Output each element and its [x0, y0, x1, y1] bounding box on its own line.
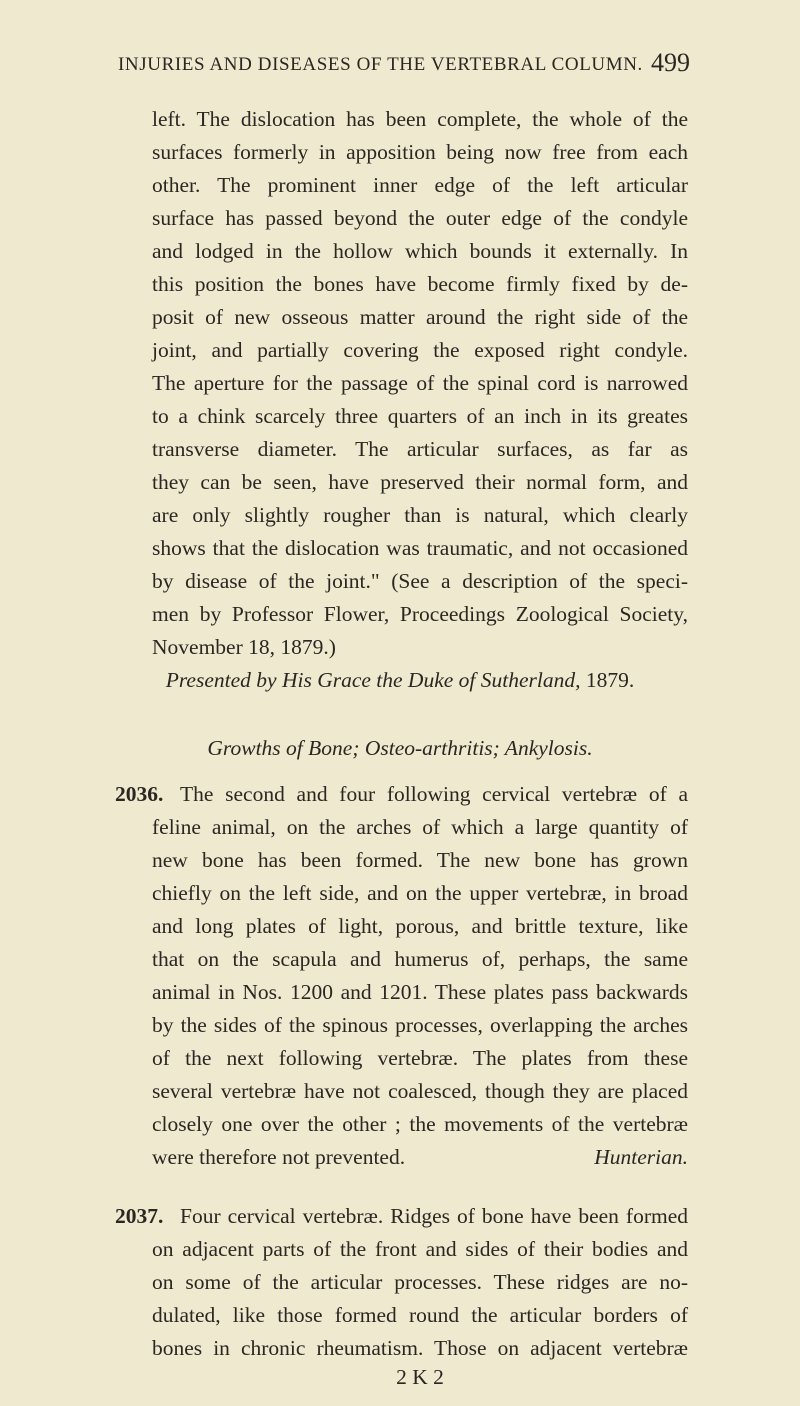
text-line: animal in Nos. 1200 and 1201. These plates pass backwards: [152, 980, 688, 1004]
text-line: by disease of the joint." (See a description of the speci-: [152, 569, 688, 593]
text-line: transverse diameter. The articular surfaces, as far as: [152, 437, 688, 461]
text-line: surfaces formerly in apposition being now free from each: [152, 140, 688, 164]
text-line: and lodged in the hollow which bounds it externally. In: [152, 239, 688, 263]
signature-mark: 2 K 2: [396, 1365, 444, 1389]
text-line: left. The dislocation has been complete, the whole of the: [152, 107, 688, 131]
text-line: by the sides of the spinous processes, overlapping the arches: [152, 1013, 688, 1037]
donor-credit: [0, 664, 800, 697]
running-head: [118, 48, 690, 86]
text-line: and long plates of light, porous, and brittle texture, like: [152, 914, 688, 938]
entry-number: 2036.: [115, 782, 164, 806]
text-line: were therefore not prevented.: [152, 1145, 406, 1169]
text-line: feline animal, on the arches of which a large quantity of: [152, 815, 688, 839]
section-heading: Growths of Bone; Osteo-arthritis; Ankylosis.: [207, 736, 593, 760]
text-line: men by Professor Flower, Proceedings Zoological Society,: [152, 602, 688, 626]
text-line: surface has passed beyond the outer edge of the condyle: [152, 206, 688, 230]
text-line: closely one over the other ; the movements of the vertebræ: [152, 1112, 688, 1136]
text-line: joint, and partially covering the exposed right condyle.: [152, 338, 688, 362]
text-line: to a chink scarcely three quarters of an inch in its greates: [152, 404, 688, 428]
text-line: bones in chronic rheumatism. Those on adjacent vertebræ: [152, 1336, 688, 1360]
text-line: this position the bones have become firmly fixed by de-: [152, 272, 688, 296]
text-line: posit of new osseous matter around the right side of the: [152, 305, 688, 329]
text-line: several vertebræ have not coalesced, though they are placed: [152, 1079, 688, 1103]
text-line: dulated, like those formed round the articular borders of: [152, 1303, 688, 1327]
running-title: INJURIES AND DISEASES OF THE VERTEBRAL COLUMN.: [118, 54, 643, 75]
page-number: 499: [651, 48, 690, 77]
text-line: The aperture for the passage of the spinal cord is narrowed: [152, 371, 688, 395]
text-line: on some of the articular processes. These ridges are no-: [152, 1270, 688, 1294]
text-line: of the next following vertebræ. The plates from these: [152, 1046, 688, 1070]
donor-name: Presented by His Grace the Duke of Sutherland,: [165, 668, 581, 692]
text-line: they can be seen, have preserved their normal form, and: [152, 470, 688, 494]
text-line: November 18, 1879.): [152, 635, 336, 659]
text-line: Four cervical vertebræ. Ridges of bone have been formed: [180, 1204, 688, 1228]
text-line: new bone has been formed. The new bone has grown: [152, 848, 688, 872]
text-line: shows that the dislocation was traumatic, and not occasioned: [152, 536, 688, 560]
entry-number: 2037.: [115, 1204, 164, 1228]
text-line: chiefly on the left side, and on the upper vertebræ, in broad: [152, 881, 688, 905]
text-line: other. The prominent inner edge of the left articular: [152, 173, 688, 197]
text-line: on adjacent parts of the front and sides of their bodies and: [152, 1237, 688, 1261]
text-line: The second and four following cervical vertebræ of a: [180, 782, 688, 806]
text-line: that on the scapula and humerus of, perhaps, the same: [152, 947, 688, 971]
donor-year: 1879.: [585, 668, 635, 692]
collection-credit: Hunterian.: [594, 1145, 688, 1169]
text-line: are only slightly rougher than is natural, which clearly: [152, 503, 688, 527]
